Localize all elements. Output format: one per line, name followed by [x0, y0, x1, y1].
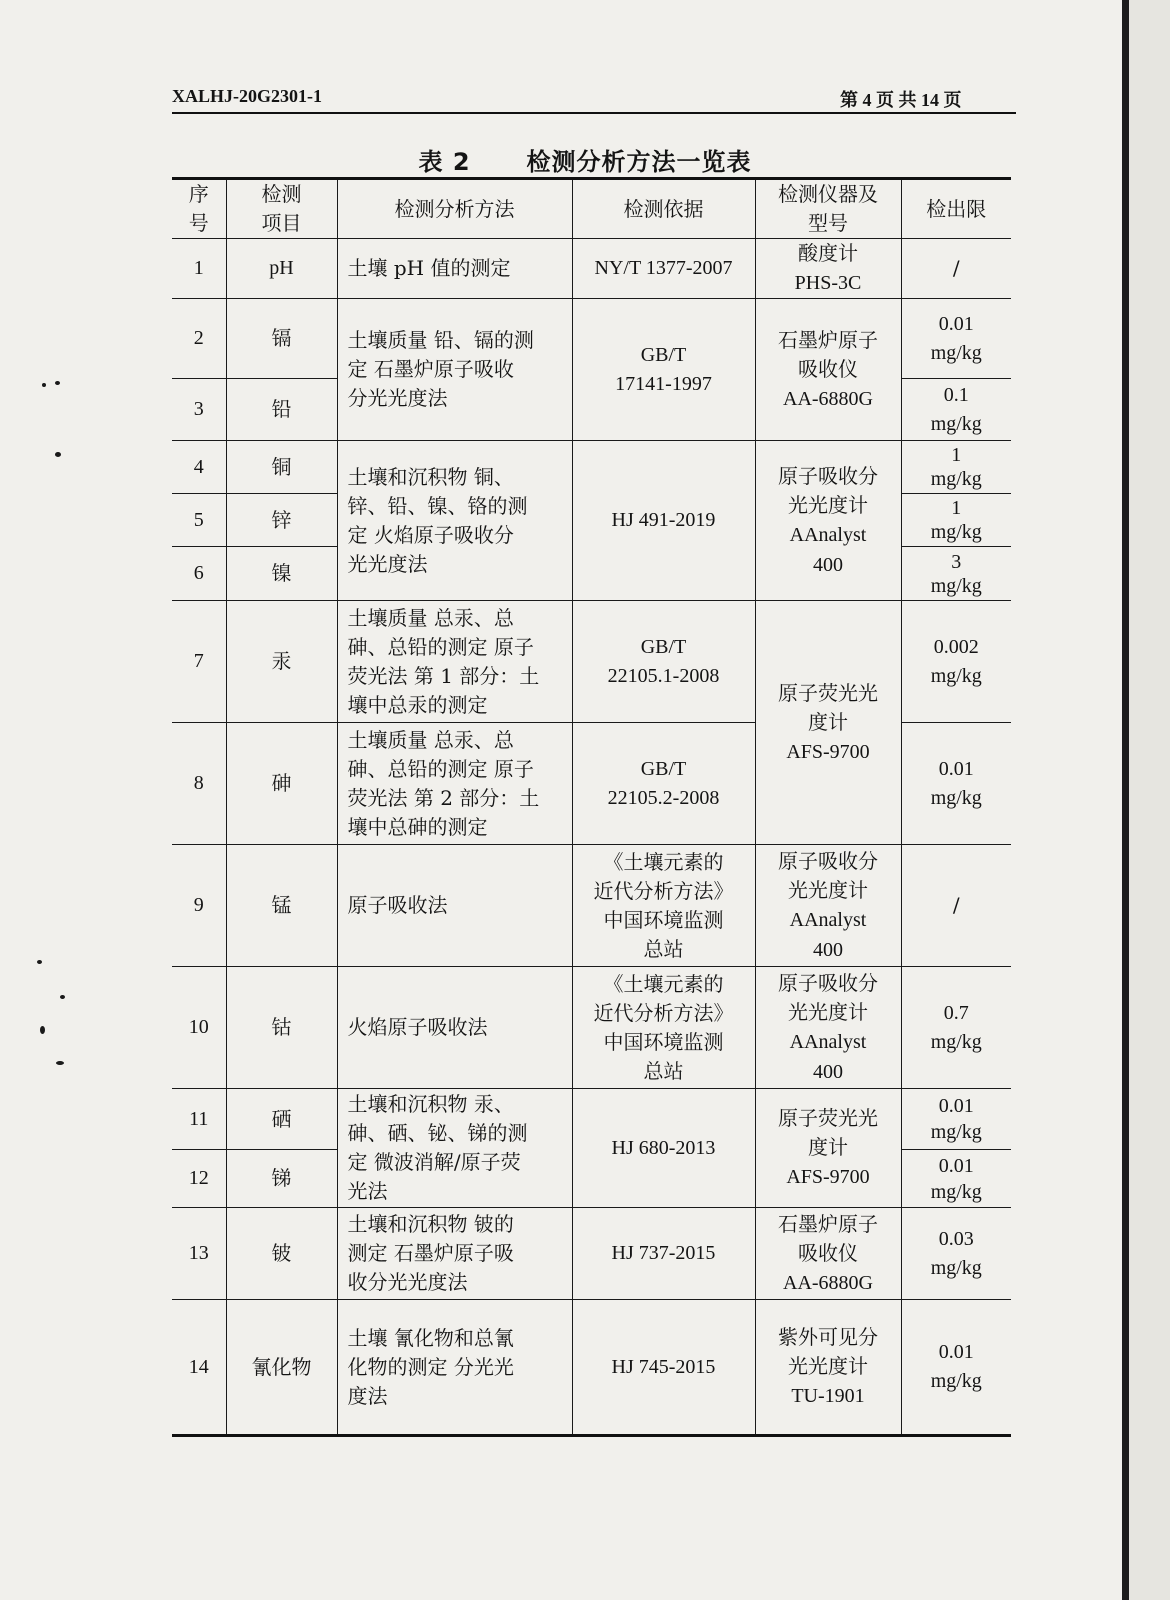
- basis-cell: HJ 491-2019: [572, 441, 755, 601]
- scan-speck: [60, 995, 65, 999]
- seq-cell: 8: [172, 723, 226, 845]
- table-row: [172, 299, 1011, 379]
- page-indicator: 第 4 页 共 14 页: [840, 90, 962, 110]
- item-cell: 铅: [226, 379, 337, 441]
- header-basis: 检测依据: [572, 179, 755, 239]
- seq-cell: 9: [172, 845, 226, 967]
- table-header-row: [172, 179, 1011, 239]
- item-cell: 砷: [226, 723, 337, 845]
- scan-margin: [1129, 0, 1170, 1600]
- header-seq: 序 号: [172, 179, 226, 239]
- method-cell: 土壤 氰化物和总氰 化物的测定 分光光 度法: [337, 1300, 572, 1436]
- instrument-cell: 原子吸收分 光光度计 AAnalyst 400: [755, 967, 901, 1089]
- table-row: [172, 601, 1011, 723]
- instrument-cell: 石墨炉原子 吸收仪 AA-6880G: [755, 1208, 901, 1300]
- seq-cell: 5: [172, 494, 226, 547]
- scan-speck: [55, 452, 61, 457]
- limit-cell: /: [901, 845, 1011, 967]
- seq-cell: 10: [172, 967, 226, 1089]
- basis-cell: HJ 680-2013: [572, 1089, 755, 1208]
- instrument-cell: 紫外可见分 光光度计 TU-1901: [755, 1300, 901, 1436]
- limit-cell: 0.01 mg/kg: [901, 1300, 1011, 1436]
- item-cell: 硒: [226, 1089, 337, 1150]
- item-cell: pH: [226, 239, 337, 299]
- table-row: [172, 1208, 1011, 1300]
- basis-cell: GB/T 22105.2-2008: [572, 723, 755, 845]
- limit-cell: 0.1 mg/kg: [901, 379, 1011, 441]
- seq-cell: 6: [172, 547, 226, 601]
- item-cell: 氰化物: [226, 1300, 337, 1436]
- scan-speck: [37, 960, 42, 964]
- document-id: XALHJ-20G2301-1: [172, 86, 322, 106]
- item-cell: 锰: [226, 845, 337, 967]
- method-cell: 土壤和沉积物 铜、 锌、铅、镍、铬的测 定 火焰原子吸收分 光光度法: [337, 441, 572, 601]
- header-rule: [172, 112, 1016, 114]
- item-cell: 铜: [226, 441, 337, 494]
- scan-speck: [55, 381, 60, 385]
- limit-cell: 0.01 mg/kg: [901, 299, 1011, 379]
- methods-table: [172, 177, 1011, 1437]
- seq-cell: 7: [172, 601, 226, 723]
- scan-speck: [56, 1061, 64, 1065]
- limit-cell: /: [901, 239, 1011, 299]
- basis-cell: 《土壤元素的 近代分析方法》 中国环境监测 总站: [572, 845, 755, 967]
- seq-cell: 2: [172, 299, 226, 379]
- item-cell: 汞: [226, 601, 337, 723]
- seq-cell: 11: [172, 1089, 226, 1150]
- item-cell: 钴: [226, 967, 337, 1089]
- method-cell: 土壤质量 铅、镉的测 定 石墨炉原子吸收 分光光度法: [337, 299, 572, 441]
- instrument-cell: 原子吸收分 光光度计 AAnalyst 400: [755, 845, 901, 967]
- table-title-text: 检测分析方法一览表: [526, 148, 752, 176]
- instrument-cell: 原子荧光光 度计 AFS-9700: [755, 601, 901, 845]
- seq-cell: 1: [172, 239, 226, 299]
- limit-cell: 0.01 mg/kg: [901, 1150, 1011, 1208]
- scan-edge-line: [1122, 0, 1129, 1600]
- seq-cell: 3: [172, 379, 226, 441]
- instrument-cell: 石墨炉原子 吸收仪 AA-6880G: [755, 299, 901, 441]
- seq-cell: 12: [172, 1150, 226, 1208]
- basis-cell: GB/T 17141-1997: [572, 299, 755, 441]
- method-cell: 土壤质量 总汞、总 砷、总铅的测定 原子 荧光法 第 2 部分：土 壤中总砷的测定: [337, 723, 572, 845]
- method-cell: 火焰原子吸收法: [337, 967, 572, 1089]
- method-cell: 原子吸收法: [337, 845, 572, 967]
- method-cell: 土壤和沉积物 汞、 砷、硒、铋、锑的测 定 微波消解/原子荧 光法: [337, 1089, 572, 1208]
- table-row: [172, 239, 1011, 299]
- header-method: 检测分析方法: [337, 179, 572, 239]
- basis-cell: NY/T 1377-2007: [572, 239, 755, 299]
- instrument-cell: 原子吸收分 光光度计 AAnalyst 400: [755, 441, 901, 601]
- limit-cell: 3 mg/kg: [901, 547, 1011, 601]
- instrument-cell: 原子荧光光 度计 AFS-9700: [755, 1089, 901, 1208]
- table-title: [0, 142, 1170, 177]
- scan-speck: [40, 1026, 45, 1034]
- table-row: [172, 967, 1011, 1089]
- table-row: [172, 441, 1011, 494]
- limit-cell: 1 mg/kg: [901, 441, 1011, 494]
- seq-cell: 13: [172, 1208, 226, 1300]
- basis-cell: HJ 737-2015: [572, 1208, 755, 1300]
- table-row: [172, 845, 1011, 967]
- basis-cell: GB/T 22105.1-2008: [572, 601, 755, 723]
- limit-cell: 0.01 mg/kg: [901, 723, 1011, 845]
- header-limit: 检出限: [901, 179, 1011, 239]
- method-cell: 土壤 pH 值的测定: [337, 239, 572, 299]
- header-instrument: 检测仪器及 型号: [755, 179, 901, 239]
- limit-cell: 0.7 mg/kg: [901, 967, 1011, 1089]
- method-cell: 土壤和沉积物 铍的 测定 石墨炉原子吸 收分光光度法: [337, 1208, 572, 1300]
- item-cell: 铍: [226, 1208, 337, 1300]
- instrument-cell: 酸度计 PHS-3C: [755, 239, 901, 299]
- limit-cell: 0.01 mg/kg: [901, 1089, 1011, 1150]
- limit-cell: 0.002 mg/kg: [901, 601, 1011, 723]
- basis-cell: HJ 745-2015: [572, 1300, 755, 1436]
- table-row: [172, 1300, 1011, 1436]
- method-cell: 土壤质量 总汞、总 砷、总铅的测定 原子 荧光法 第 1 部分：土 壤中总汞的测定: [337, 601, 572, 723]
- item-cell: 镍: [226, 547, 337, 601]
- item-cell: 镉: [226, 299, 337, 379]
- limit-cell: 0.03 mg/kg: [901, 1208, 1011, 1300]
- seq-cell: 14: [172, 1300, 226, 1436]
- basis-cell: 《土壤元素的 近代分析方法》 中国环境监测 总站: [572, 967, 755, 1089]
- table-number: 表 2: [418, 148, 471, 176]
- limit-cell: 1 mg/kg: [901, 494, 1011, 547]
- seq-cell: 4: [172, 441, 226, 494]
- table-row: [172, 1089, 1011, 1150]
- scan-speck: [42, 383, 46, 387]
- item-cell: 锌: [226, 494, 337, 547]
- item-cell: 锑: [226, 1150, 337, 1208]
- header-item: 检测 项目: [226, 179, 337, 239]
